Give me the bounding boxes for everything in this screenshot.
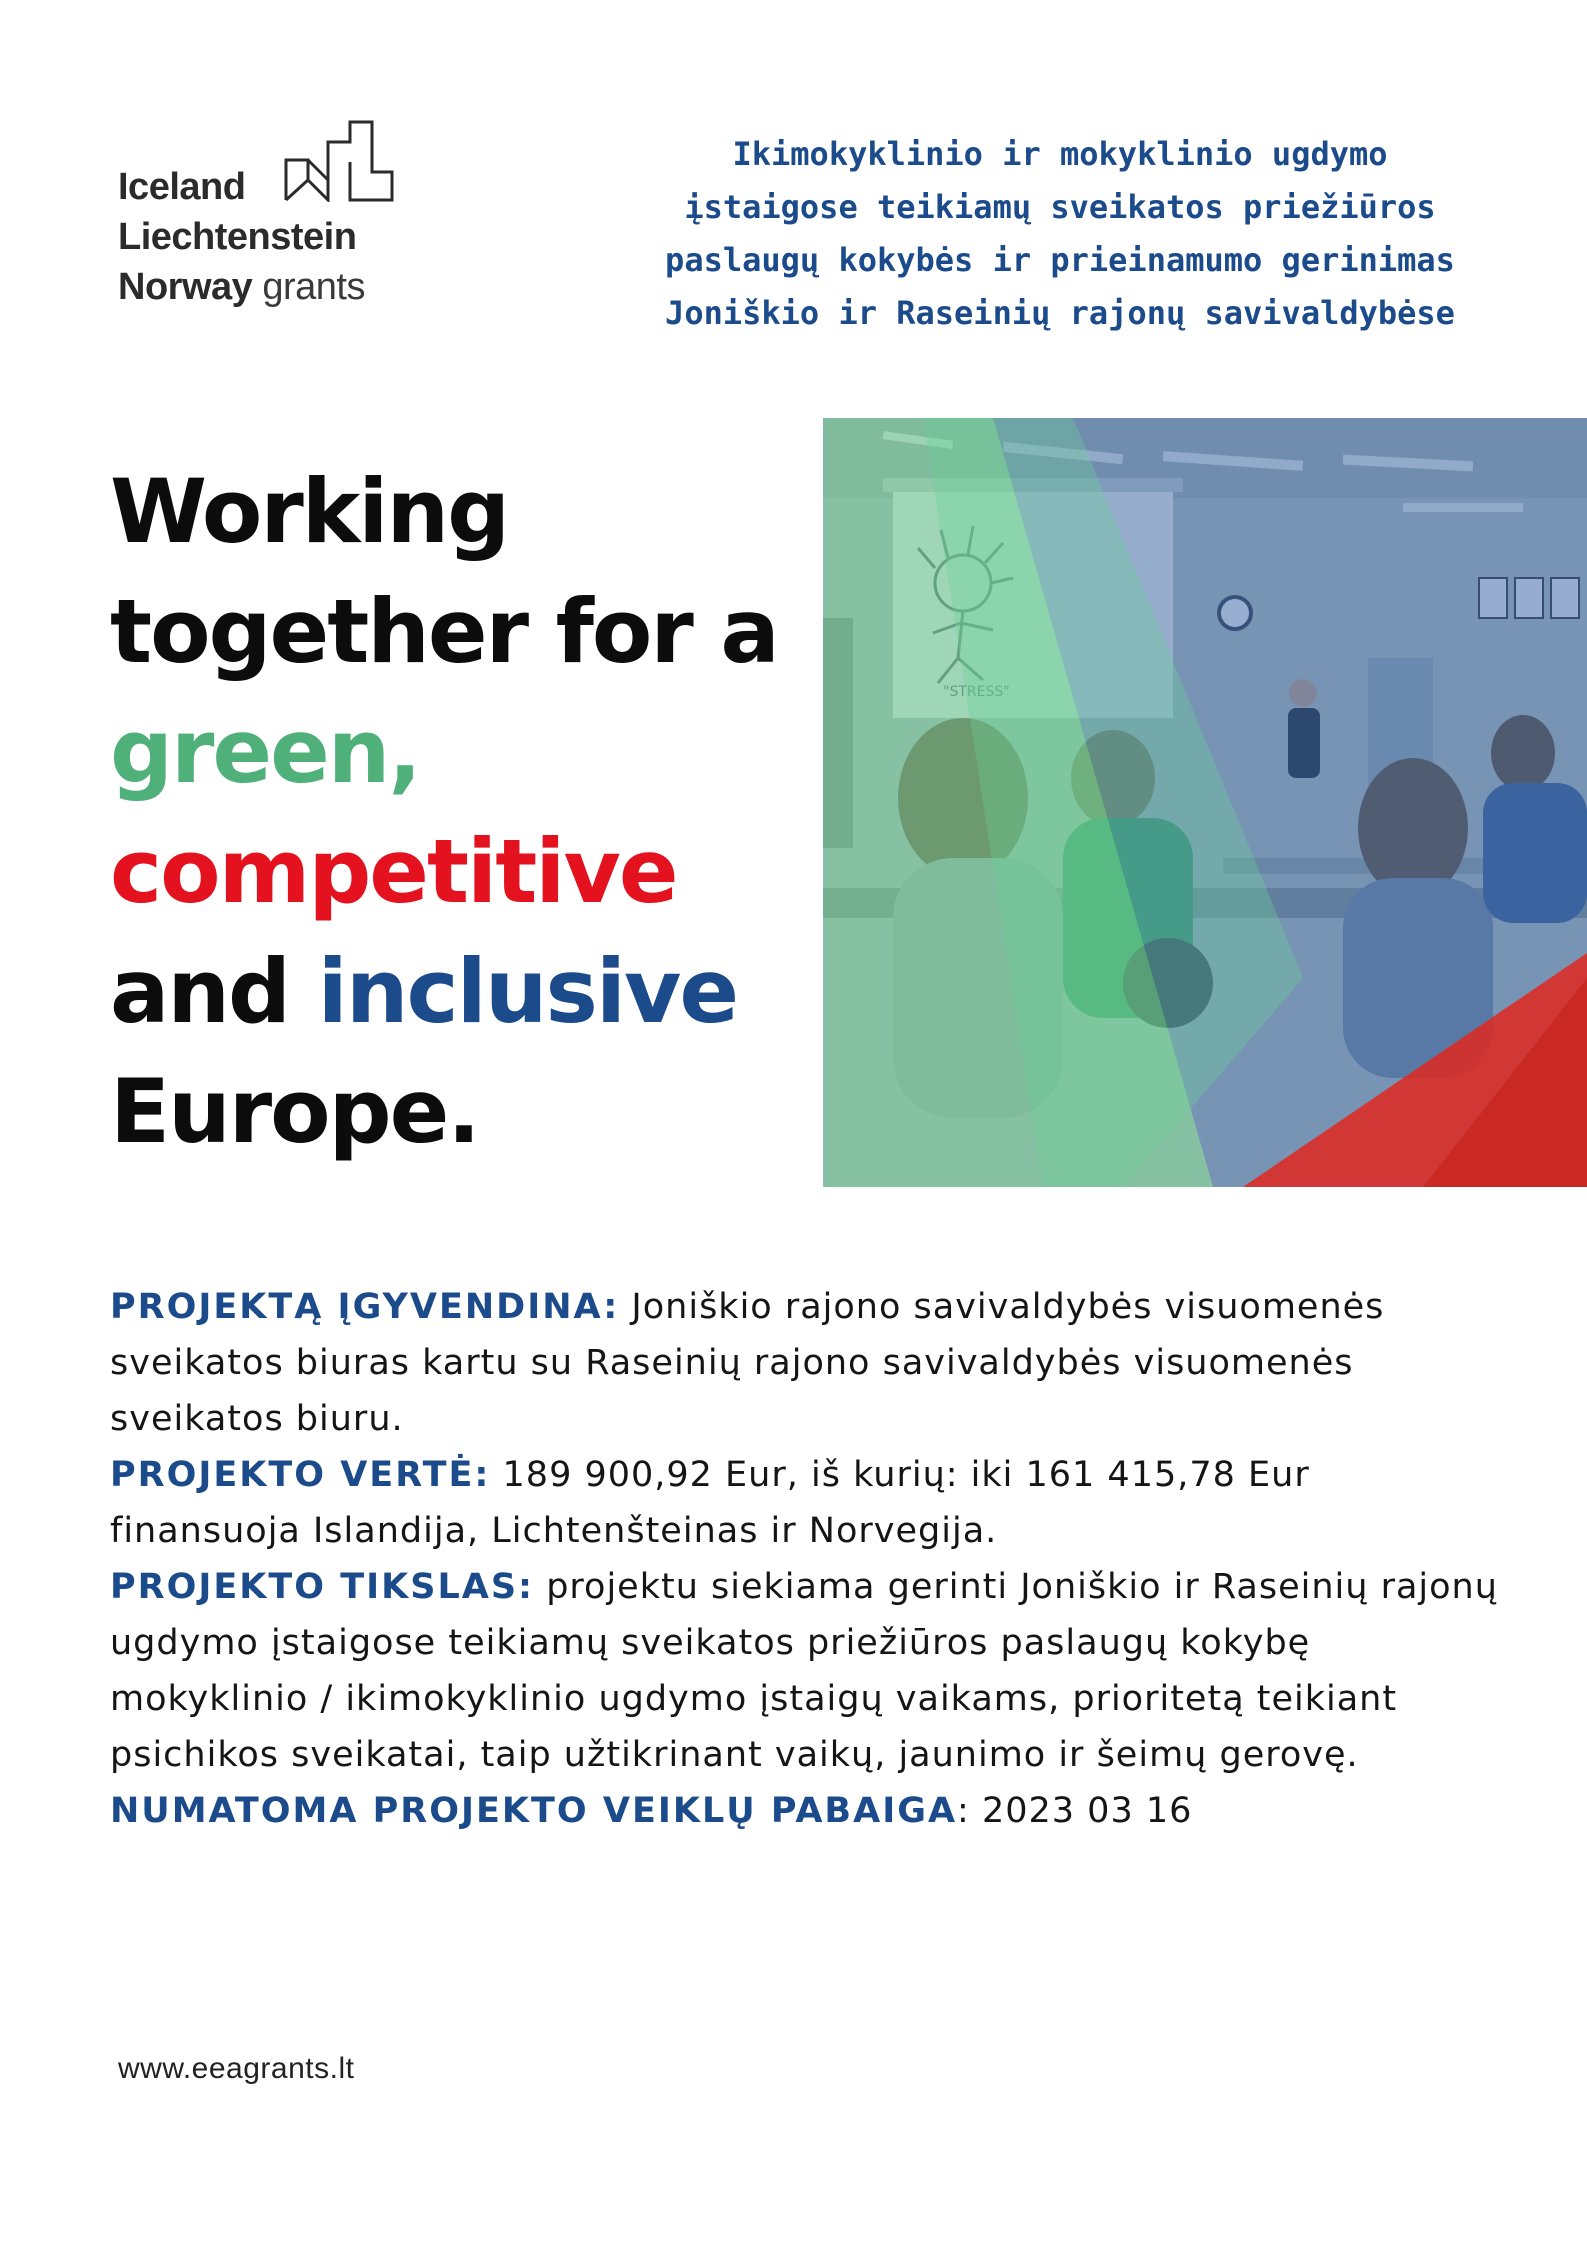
classroom-photo-illustration [823, 418, 1587, 1187]
logo-norway-grants [118, 268, 365, 306]
end-date: 2023 03 16 [981, 1791, 1193, 1831]
project-end [110, 1783, 1510, 1839]
slogan-line-inclusive [110, 932, 810, 1052]
project-title-line: įstaigose teikiamų sveikatos priežiūros [684, 188, 1436, 226]
project-title-line: paslaugų kokybės ir prieinamumo gerinimas [665, 241, 1455, 279]
logo-norway: Norway [118, 266, 253, 308]
slogan-line-working: Working [110, 460, 509, 563]
value-text: 189 900,92 Eur, iš kurių: iki 161 415,78 Eur finansuoja Islandija, Lichtenšteinas ir Norvegija. [110, 1455, 1310, 1551]
slogan-line-together: together for a [110, 580, 778, 683]
implementer-text: Joniškio rajono savivaldybės visuomenės sveikatos biuras kartu su Raseinių rajono savivaldybės visuomenės sveikatos biuru. [110, 1287, 1385, 1439]
project-title [615, 128, 1505, 340]
goal-label: PROJEKTO TIKSLAS: [110, 1567, 535, 1607]
slogan-word-competitive: competitive [110, 820, 677, 923]
project-title-line: Ikimokyklinio ir mokyklinio ugdymo [732, 135, 1388, 173]
project-goal [110, 1559, 1510, 1783]
slogan-word-green: green, [110, 700, 420, 803]
goal-text: projektu siekiama gerinti Joniškio ir Raseinių rajonų ugdymo įstaigose teikiamų sveikatos priežiūros paslaugų kokybę mokyklinio / ikimokyklinio ugdymo įstaigų vaikams, prioritetą teikiant psichikos sveikatai, taip užtikrinant vaikų, jaunimo ir šeimų gerovę. [110, 1567, 1498, 1775]
slogan [110, 452, 810, 1172]
logo-iceland: Iceland [118, 166, 246, 208]
eea-grants-logo [118, 112, 418, 322]
end-label: NUMATOMA PROJEKTO VEIKLŲ PABAIGA [110, 1791, 958, 1831]
project-implementer [110, 1279, 1510, 1447]
logo-grants: grants [262, 266, 365, 308]
slogan-line-europe: Europe. [110, 1060, 479, 1163]
value-label: PROJEKTO VERTĖ: [110, 1455, 491, 1495]
website-link[interactable]: www.eeagrants.lt [118, 2052, 355, 2085]
classroom-photo [823, 418, 1587, 1187]
implementer-label: PROJEKTĄ ĮGYVENDINA: [110, 1287, 620, 1327]
slogan-word-inclusive: inclusive [317, 940, 738, 1043]
project-title-line: Joniškio ir Raseinių rajonų savivaldybėse [665, 294, 1455, 332]
logo-liechtenstein: Liechtenstein [118, 216, 357, 258]
eea-grants-mark-icon [284, 112, 394, 202]
end-separator: : [957, 1791, 970, 1831]
slogan-word-and: and [110, 940, 290, 1043]
project-info [110, 1279, 1510, 1839]
project-value [110, 1447, 1510, 1559]
